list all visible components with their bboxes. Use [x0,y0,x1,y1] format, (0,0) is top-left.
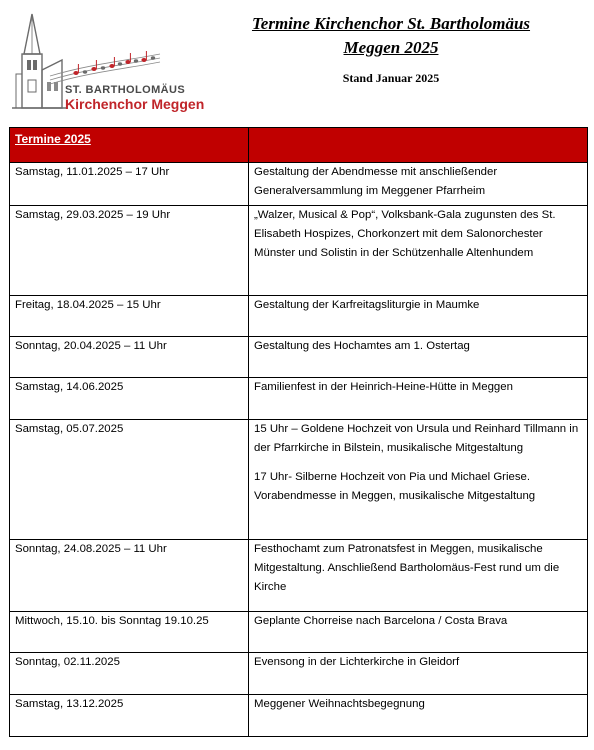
event-date: Sonntag, 02.11.2025 [10,653,249,695]
schedule-table [9,127,588,737]
event-description [249,420,588,540]
table-row [10,337,588,378]
event-date: Samstag, 29.03.2025 – 19 Uhr [10,206,249,296]
event-description [249,163,588,206]
event-description-text: Meggener Weihnachtsbegegnung [254,698,425,710]
event-date: Mittwoch, 15.10. bis Sonntag 19.10.25 [10,612,249,653]
stand-date: Stand Januar 2025 [342,71,440,85]
event-date: Samstag, 13.12.2025 [10,695,249,737]
page-title-line2: Meggen 2025 [343,38,439,57]
event-description [249,337,588,378]
logo-text-line2: Kirchenchor Meggen [65,96,205,112]
page-title-line1: Termine Kirchenchor St. Bartholomäus [251,14,531,33]
event-description [249,378,588,420]
table-row [10,612,588,653]
table-row [10,695,588,737]
event-date: Sonntag, 20.04.2025 – 11 Uhr [10,337,249,378]
table-row [10,653,588,695]
table-row [10,378,588,420]
table-row [10,163,588,206]
event-description-text: Gestaltung der Karfreitagsliturgie in Maumke [254,299,480,311]
event-description-text: Gestaltung des Hochamtes am 1. Ostertag [254,340,470,352]
table-row [10,296,588,337]
event-description-text: Gestaltung der Abendmesse mit anschließender Generalversammlung im Meggener Pfarrheim [254,166,498,197]
event-description-text: 17 Uhr- Silberne Hochzeit von Pia und Michael Griese. Vorabendmesse in Meggen, musikalische Mitgestaltung [254,471,536,502]
event-description-text: „Walzer, Musical & Pop“, Volksbank-Gala zugunsten des St. Elisabeth Hospizes, Chorkonzert mit dem Salonorchester Münster und Solistin in der Schützenhalle Altenhundem [254,209,556,259]
event-date: Samstag, 14.06.2025 [10,378,249,420]
table-header-right [249,128,588,163]
logo-text-line1: ST. BARTHOLOMÄUS [65,84,186,96]
table-row [10,206,588,296]
event-description-text: Familienfest in der Heinrich-Heine-Hütte in Meggen [254,381,513,393]
event-date: Freitag, 18.04.2025 – 15 Uhr [10,296,249,337]
event-description [249,540,588,612]
event-date: Samstag, 05.07.2025 [10,420,249,540]
choir-logo [10,12,210,114]
table-row [10,540,588,612]
event-description [249,653,588,695]
event-description-text: Geplante Chorreise nach Barcelona / Costa Brava [254,615,508,627]
schedule-rows [10,163,588,737]
table-row [10,420,588,540]
event-description-text: Evensong in der Lichterkirche in Gleidorf [254,656,460,668]
event-date: Samstag, 11.01.2025 – 17 Uhr [10,163,249,206]
event-description [249,206,588,296]
table-header-row [10,128,588,163]
event-description-text: Festhochamt zum Patronatsfest in Meggen, musikalische Mitgestaltung. Anschließend Bartholomäus-Fest rund um die Kirche [254,543,560,593]
table-header-left: Termine 2025 [10,128,249,163]
event-description [249,296,588,337]
event-description-text: 15 Uhr – Goldene Hochzeit von Ursula und Reinhard Tillmann in der Pfarrkirche in Bilstein, musikalische Mitgestaltung [254,423,579,454]
event-description [249,612,588,653]
event-description [249,695,588,737]
event-date: Sonntag, 24.08.2025 – 11 Uhr [10,540,249,612]
